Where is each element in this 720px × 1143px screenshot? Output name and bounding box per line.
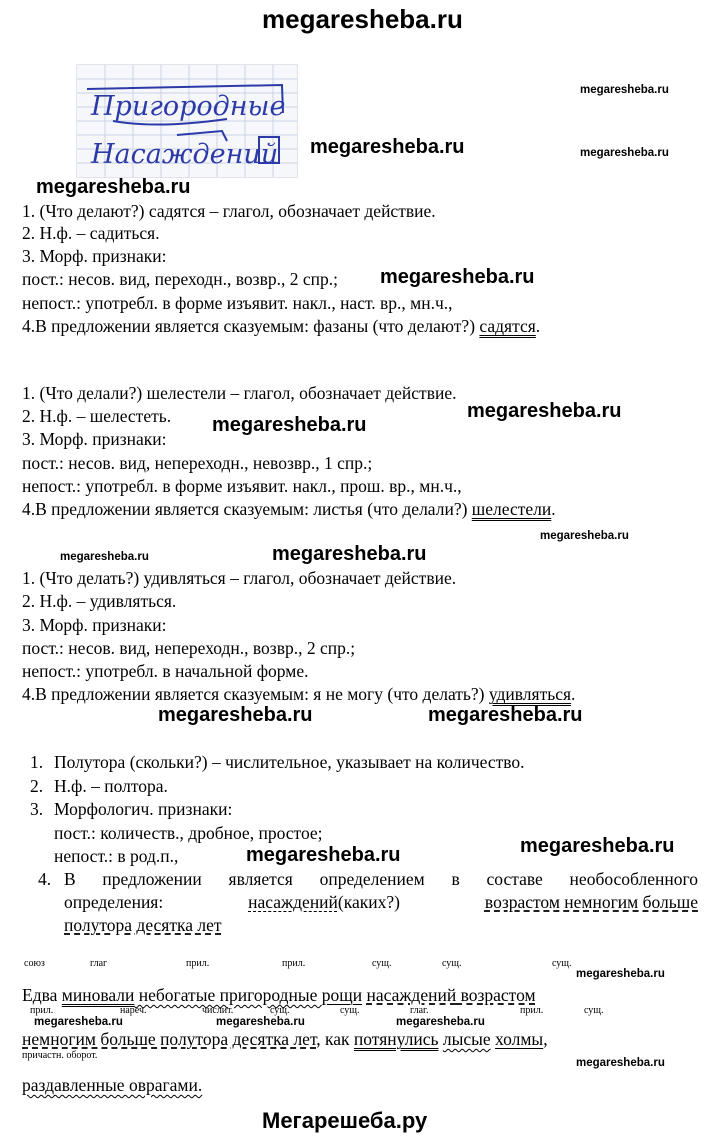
watermark: megaresheba.ru [60,551,149,563]
text-fragment [248,891,400,913]
text-fragment: определения: [64,892,164,912]
text-line: 2. Н.ф. – удивляться. [22,591,177,611]
predicate-word: потянулись [353,1029,439,1049]
text-line: 2. Н.ф. – садиться. [22,223,160,243]
watermark: megaresheba.ru [576,1057,665,1069]
list-item: В предложении является определением в составе необособленного [64,869,698,889]
footer-site-title: Мегарешеба.ру [262,1108,428,1133]
text-line: непост.: в род.п., [54,846,179,866]
text-fragment: , как [316,1029,354,1049]
watermark: megaresheba.ru [212,414,367,436]
watermark: megaresheba.ru [576,968,665,980]
sentence-word: небогатые пригородные [134,985,322,1005]
text-line: 4.В предложении является сказуемым: фазаны (что делают?) садятся. [22,316,541,336]
text-fragment: (каких?) [337,892,400,912]
watermark: megaresheba.ru [580,147,669,159]
text-line: 3. Морф. признаки: [22,615,167,635]
text-fragment: 4.В предложении является сказуемым: фазаны (что делают?) [22,316,480,336]
text-line: 2. Н.ф. – шелестеть. [22,406,172,426]
list-number: 4. [38,869,52,889]
pos-label: глаг [90,958,108,969]
pos-label: союз [24,958,45,969]
pos-label: сущ. [270,1005,290,1016]
text-fragment: , [543,1029,548,1049]
handwritten-words-image [76,64,298,178]
text-line [22,1028,548,1050]
watermark: megaresheba.ru [467,400,622,422]
text-line: 3. Морф. признаки: [22,429,167,449]
handwriting-word-1: Пригородные [91,91,286,122]
pos-label: прил. [186,958,210,969]
header-site-title: megaresheba.ru [262,4,463,34]
text-line: 1. (Что делать?) удивляться – глагол, обозначает действие. [22,568,457,588]
pos-label: нареч. [120,1005,147,1016]
watermark: megaresheba.ru [428,704,583,726]
text-line: пост.: несов. вид, непереходн., возвр., 2 спр.; [22,638,356,658]
text-line: полутора десятка лет [64,915,222,935]
list-item: Н.ф. – полтора. [54,776,168,796]
text-line: непост.: употребл. в форме изъявит. накл., наст. вр., мн.ч., [22,293,453,313]
pos-label: числит. [202,1005,234,1016]
watermark: megaresheba.ru [216,1016,305,1028]
watermark: megaresheba.ru [246,844,401,866]
list-number: 2. [30,776,44,796]
text-fragment: 4.В предложении является сказуемым: листья (что делали?) [22,499,472,519]
sentence-word: Едва [22,985,62,1005]
watermark: megaresheba.ru [580,84,669,96]
text-line: непост.: употребл. в форме изъявит. накл., прош. вр., мн.ч., [22,476,462,496]
pos-label: прил. [520,1005,544,1016]
text-line: 3. Морф. признаки: [22,246,167,266]
list-item: Морфологич. признаки: [54,799,233,819]
pos-label: прил. [282,958,306,969]
predicate-word: миновали [61,985,135,1005]
watermark: megaresheba.ru [396,1016,485,1028]
pos-label: прил. [30,1005,54,1016]
text-line: 4.В предложении является сказуемым: листья (что делали?) шелестели. [22,499,556,519]
pos-label: сущ. [552,958,572,969]
text-line: 4.В предложении является сказуемым: я не могу (что делать?) удивляться. [22,684,576,704]
attribute-word: лысые [442,1029,491,1049]
text-line: непост.: употребл. в начальной форме. [22,661,309,681]
predicate-word: садятся [479,316,536,336]
text-line [22,984,536,1006]
text-fragment: возрастом немногим больше [484,892,698,912]
predicate-word: шелестели [471,499,552,519]
watermark: megaresheba.ru [520,835,675,857]
watermark: megaresheba.ru [272,543,427,565]
handwriting-word-2: Насаждений [91,139,279,170]
pos-label: сущ. [442,958,462,969]
text-line [64,891,698,913]
text-line: раздавленные оврагами. [22,1075,203,1095]
watermark: megaresheba.ru [380,266,535,288]
watermark: megaresheba.ru [36,176,191,198]
watermark: megaresheba.ru [158,704,313,726]
sentence-fragment: немногим больше полутора десятка лет [22,1029,317,1049]
text-line: пост.: несов. вид, переходн., возвр., 2 спр.; [22,269,338,289]
text-fragment: 4.В предложении является сказуемым: я не могу (что делать?) [22,684,489,704]
underlined-word: насаждений [248,892,338,912]
sentence-word: возрастом [456,985,536,1005]
text-line: 1. (Что делают?) садятся – глагол, обозначает действие. [22,201,436,221]
watermark: megaresheba.ru [310,136,465,158]
pos-label: сущ. [584,1005,604,1016]
pos-label: сущ. [372,958,392,969]
list-item: Полутора (скольки?) – числительное, указывает на количество. [54,752,525,772]
subject-word: рощи [321,985,363,1005]
participle-phrase-label: причастн. оборот. [22,1050,98,1061]
text-line: пост.: количеств., дробное, простое; [54,823,323,843]
text-line: пост.: несов. вид, непереходн., невозвр., 1 спр.; [22,453,373,473]
list-number: 3. [30,799,44,819]
list-number: 1. [30,752,44,772]
predicate-word: удивляться [488,684,572,704]
text-line: 1. (Что делали?) шелестели – глагол, обозначает действие. [22,383,457,403]
pos-label: глаг. [410,1005,429,1016]
subject-word: холмы [495,1029,544,1049]
watermark: megaresheba.ru [540,530,629,542]
pos-label: сущ. [340,1005,360,1016]
attribute-word: насаждений [366,985,457,1005]
watermark: megaresheba.ru [34,1016,123,1028]
